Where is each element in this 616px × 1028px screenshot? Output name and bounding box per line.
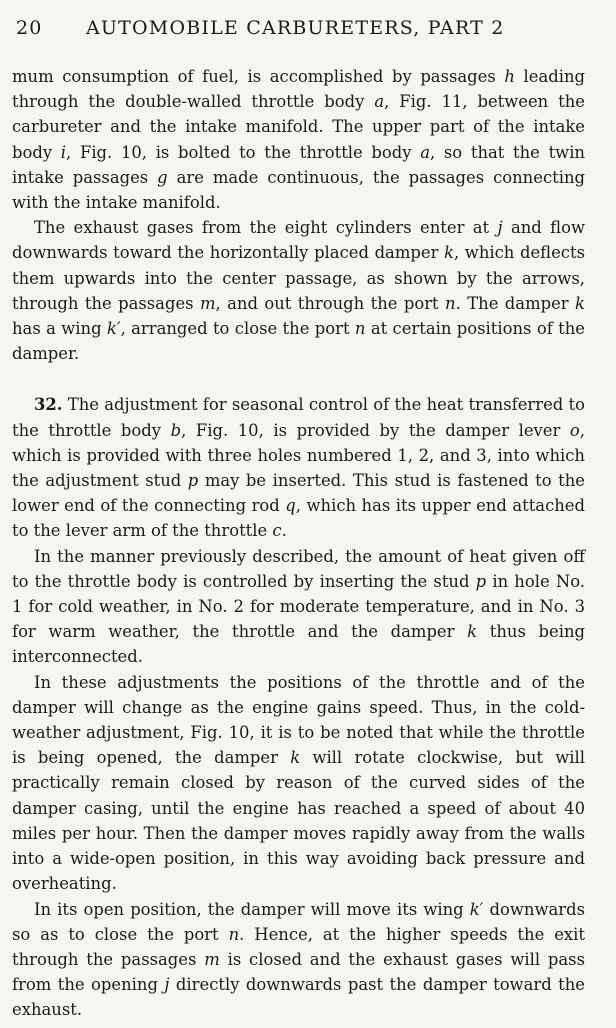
running-head: AUTOMOBILE CARBURETERS, PART 2: [86, 17, 505, 39]
page-header: [12, 14, 585, 44]
text-run: , arranged to close the port: [120, 319, 355, 339]
text-run: is closed and the exhaust gases will pass from the opening: [12, 949, 585, 995]
symbol-letter: k: [575, 293, 585, 313]
text-run: has a wing: [12, 319, 107, 339]
text-run: at certain positions of the damper.: [12, 319, 585, 364]
text-run: , which has its upper end attached to the lever arm of the throttle: [12, 496, 585, 541]
symbol-letter: b: [170, 420, 182, 440]
text-run: leading through the double-walled throttle body: [12, 67, 585, 112]
text-run: In these adjustments the positions of the throttle and of the damper will change as the engine gains speed. Thus, in the cold-weather adjustment, Fig. 10, it is to be noted that while the throttle is being opened, the damper: [12, 672, 585, 768]
symbol-letter: c: [272, 521, 282, 541]
symbol-letter: k′: [469, 899, 484, 919]
text-run: , which is provided with three holes numbered 1, 2, and 3, into which the adjustment stud: [12, 420, 585, 491]
text-run: The exhaust gases from the eight cylinders enter at: [34, 218, 498, 238]
body-text: [12, 64, 585, 1023]
symbol-letter: p: [475, 571, 487, 591]
symbol-letter: k: [290, 748, 301, 768]
paragraph-5: [12, 670, 585, 897]
symbol-letter: k: [467, 622, 478, 642]
book-page: [12, 14, 585, 1023]
text-run: directly downwards past the damper toward the exhaust.: [12, 975, 585, 1020]
paragraph-1: [12, 64, 585, 215]
text-run: will rotate clockwise, but will practically remain closed by reason of the curved sides of the damper casing, until the engine has reached a speed of about 40 miles per hour. Then the damper moves rapidly away from the walls into a wide-open position, in this way avoiding back pressure and overheating.: [12, 748, 585, 894]
text-run: In its open position, the damper will move its wing: [34, 899, 470, 919]
symbol-letter: m: [204, 949, 220, 969]
text-run: , Fig. 10, is provided by the damper lever: [181, 420, 570, 440]
text-run: , which deflects them upwards into the center passage, as shown by the arrows, through the passages: [12, 243, 585, 313]
text-run: may be inserted. This stud is fastened to the lower end of the connecting rod: [12, 471, 585, 516]
symbol-letter: a: [420, 142, 430, 162]
section-number: 32.: [34, 395, 63, 415]
symbol-letter: n: [228, 924, 240, 944]
paragraph-2: [12, 215, 585, 366]
text-run: thus being interconnected.: [12, 622, 585, 667]
symbol-letter: n: [445, 293, 456, 313]
text-run: , and out through the port: [215, 293, 446, 313]
text-run: In the manner previously described, the amount of heat given off to the throttle body is controlled by inserting the stud: [12, 546, 585, 591]
symbol-letter: m: [199, 293, 216, 313]
text-run: in hole No. 1 for cold weather, in No. 2 for moderate temperature, and in No. 3 for warm weather, the throttle and the damper: [12, 571, 585, 642]
symbol-letter: o: [569, 420, 580, 440]
section-gap: [12, 366, 585, 392]
symbol-letter: i: [60, 142, 67, 162]
symbol-letter: p: [187, 471, 199, 491]
text-run: and flow downwards toward the horizontally placed damper: [12, 218, 585, 263]
symbol-letter: a: [374, 92, 385, 112]
text-run: downwards so as to close the port: [12, 899, 585, 944]
symbol-letter: n: [354, 319, 366, 339]
symbol-letter: k′: [106, 319, 121, 339]
text-run: .: [281, 521, 287, 541]
symbol-letter: j: [164, 975, 170, 995]
text-run: The adjustment for seasonal control of the heat transferred to the throttle body: [12, 395, 585, 440]
symbol-letter: k: [444, 243, 454, 263]
text-run: , Fig. 10, is bolted to the throttle body: [66, 142, 421, 162]
symbol-letter: g: [157, 167, 168, 187]
text-run: . The damper: [455, 293, 576, 313]
text-run: . Hence, at the higher speeds the exit through the passages: [12, 924, 585, 969]
text-run: , Fig. 11, between the carbureter and the intake manifold. The upper part of the intake body: [12, 92, 585, 162]
text-run: mum consumption of fuel, is accomplished by passages: [12, 67, 505, 86]
text-run: , so that the twin intake passages: [12, 142, 585, 187]
text-run: are made continuous, the passages connecting with the intake manifold.: [12, 167, 585, 213]
paragraph-6: [12, 897, 585, 1023]
paragraph-3: [12, 392, 585, 543]
symbol-letter: q: [285, 496, 296, 516]
symbol-letter: j: [497, 218, 503, 238]
page-number: 20: [16, 17, 43, 39]
paragraph-4: [12, 544, 585, 670]
symbol-letter: h: [504, 67, 515, 86]
